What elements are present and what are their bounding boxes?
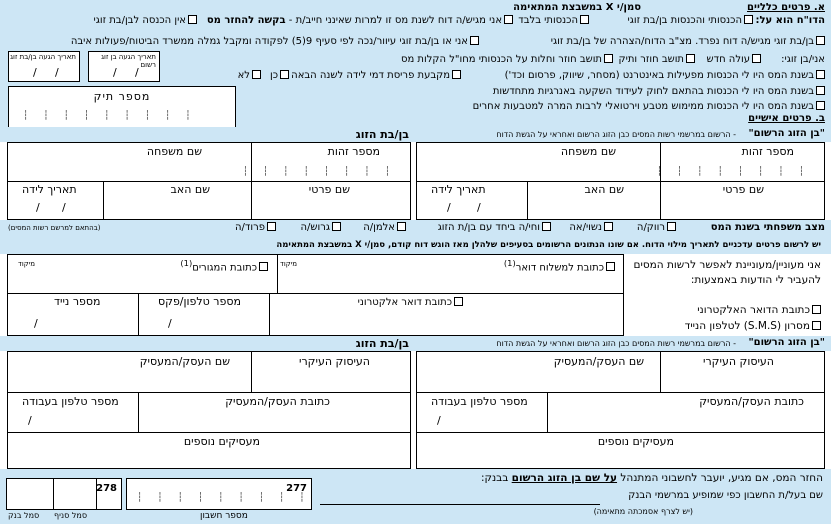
divider [103, 181, 104, 219]
business-address-label: כתובת העסק/המעסיק [225, 395, 330, 408]
marital-widowed[interactable]: אלמן/ה [363, 222, 406, 233]
divider [417, 392, 824, 393]
date-separator: / [33, 66, 37, 79]
address-box [7, 254, 624, 336]
report-is-for-label: הדו"ח הוא על: [755, 15, 825, 26]
marital-married[interactable]: נשוי/אה [569, 222, 613, 233]
mail-address-option[interactable]: כתובת למשלוח דואר$^{(1)}$ [504, 258, 615, 273]
option-yes[interactable]: כן [270, 70, 289, 81]
phone-separator: / [437, 414, 441, 427]
update-note: יש לרשום פרטים עדכניים לתאריך מילוי הדוח. אם שונו הנתונים הרשומים בסעיפים שלהלן מאז הוגש דוח קודם, סמן/י X במשבצת המתאימה [276, 240, 821, 250]
registered-spouse-title: "בן הזוג הרשום" [748, 337, 825, 348]
option-spouse-separate[interactable]: בן/בת זוגי מגיש/ה דוח נפרד. מצ"ב הדוח/הצהרה של בן/בת זוגי [551, 36, 825, 47]
checkbox[interactable] [752, 54, 761, 63]
registered-spouse-title: "בן הזוג הרשום" [748, 128, 825, 139]
divider [660, 181, 661, 219]
date-arrival-spouse-box[interactable] [8, 51, 80, 82]
option-virtual-currency[interactable]: בשנת המס היו לי הכנסות ממימוש מטבע וירטואלי לרבות המרה למטבעות אחרים [473, 101, 825, 112]
checkbox[interactable] [606, 262, 615, 271]
id-number-label: מספר זהות [327, 145, 380, 158]
file-number-digit-slots: ┆ ┆ ┆ ┆ ┆ ┆ ┆ ┆ ┆ [23, 111, 197, 121]
checkbox[interactable] [812, 305, 821, 314]
birth-date-label: תאריך לידה [431, 183, 486, 196]
divider [269, 293, 270, 335]
work-phone-label: מספר טלפון בעבודה [22, 395, 119, 408]
id-digit-slots: ┆ ┆ ┆ ┆ ┆ ┆ ┆ ┆ [656, 167, 810, 177]
date-arrival-spouse-label: תאריך הגעה בן/בת זוג [10, 53, 76, 61]
checkbox[interactable] [259, 262, 268, 271]
checkbox[interactable] [280, 70, 289, 79]
business-name-label: שם העסק/המעסיק [553, 355, 644, 368]
account-owner-label: שם בעל/ת החשבון כפי שמופיע במרשמי הבנק [628, 490, 823, 501]
checkbox[interactable] [816, 101, 825, 110]
checkbox[interactable] [252, 70, 261, 79]
option-income-mine[interactable]: הכנסותי בלבד [518, 15, 589, 26]
date-arrival-registered-box[interactable] [88, 51, 160, 82]
marital-single[interactable]: רווק/ה [637, 222, 676, 233]
phone-separator: / [28, 414, 32, 427]
account-digit-slots: ┆ ┆ ┆ ┆ ┆ ┆ ┆ ┆ ┆ [137, 493, 311, 503]
divider [53, 479, 54, 509]
option-no-income-spouse[interactable]: אין הכנסה לבן/בת זוגי [94, 15, 198, 26]
divider [8, 181, 410, 182]
checkbox[interactable] [667, 222, 676, 231]
spouse-title-2: בן/בת הזוג [355, 337, 409, 350]
option-spouse-blind[interactable]: אני או בן/בת זוגי עיוור/נכה לפי סעיף 9(5) לפקודה ומקבל גמלה ממשרד הביטוח/פעולות איבה [71, 36, 479, 47]
marital-cohabit[interactable]: וחי/ה ביחד עם בן/ת הזוג [438, 222, 551, 233]
option-not-required[interactable]: אני מגיש/ה דוח לשנת מס זו למרות שאינני חייב/ת - בקשה להחזר מס [207, 15, 513, 26]
date-separator: / [36, 201, 40, 214]
divider [8, 293, 623, 294]
first-name-label: שם פרטי [722, 183, 764, 196]
bank-code-label: סמל בנק [8, 511, 40, 520]
divider [96, 479, 97, 509]
checkbox[interactable] [267, 222, 276, 231]
checkbox[interactable] [812, 321, 821, 330]
spouse-details [7, 142, 411, 220]
divider [251, 352, 252, 392]
date-separator: / [113, 66, 117, 79]
account-owner-line[interactable] [320, 504, 600, 505]
first-name-label: שם פרטי [308, 183, 350, 196]
divider [527, 181, 528, 219]
father-name-label: שם האב [584, 183, 624, 196]
checkbox[interactable] [454, 297, 463, 306]
father-name-label: שם האב [170, 183, 210, 196]
last-name-label: שם משפחה [146, 145, 202, 158]
mobile-separator: / [34, 317, 38, 330]
id-number-label: מספר זהות [741, 145, 794, 158]
marital-divorced[interactable]: גרוש/ה [301, 222, 341, 233]
registered-spouse-desc: - הרשום במרשמי רשות המסים כבן הזוג הרשום ואחראי על הגשת הדוח [496, 130, 736, 139]
registered-spouse-details [416, 142, 825, 220]
checkbox[interactable] [686, 54, 695, 63]
file-number-label: מספר תיק [93, 90, 151, 103]
checkbox[interactable] [397, 222, 406, 231]
divider [417, 432, 824, 433]
option-income-couple[interactable]: הכנסותי והכנסות בן/בת זוגי [628, 15, 754, 26]
zip-label: מיקוד [18, 260, 36, 268]
main-occupation-label: העיסוק העיקרי [299, 355, 370, 368]
home-address-option[interactable]: כתובת המגורים$^{(1)}$ [180, 258, 268, 273]
other-employers-label: מעסיקים נוספים [183, 435, 260, 448]
refund-text: החזר המס, אם מגיע, יועבר לחשבוני המתנהל על שם בן הזוג הרשום בבנק: [480, 472, 823, 484]
checkbox[interactable] [816, 36, 825, 45]
registered-spouse-desc: - הרשום במרשמי רשות המסים כבן הזוג הרשום ואחראי על הגשת הדוח [496, 339, 736, 348]
date-separator: / [135, 66, 139, 79]
zip-label: מיקוד [280, 260, 298, 268]
birth-date-label: תאריך לידה [22, 183, 77, 196]
code-277: 277 [286, 483, 307, 494]
divider [547, 392, 548, 432]
business-name-label: שם העסק/המעסיק [139, 355, 230, 368]
registered-spouse-employment [416, 351, 825, 469]
branch-code-label: סמל סניף [54, 511, 88, 520]
checkbox[interactable] [816, 86, 825, 95]
main-occupation-label: העיסוק העיקרי [703, 355, 774, 368]
mobile-label: מספר נייד [54, 295, 101, 308]
spouse-employment [7, 351, 411, 469]
divider [417, 181, 824, 182]
divider [660, 352, 661, 392]
option-new-immigrant[interactable]: עולה חדש [707, 54, 761, 65]
last-name-label: שם משפחה [560, 145, 616, 158]
me-spouse-label: אני/בן זוגי: [781, 54, 825, 65]
section-b-title: ב. פרטים אישיים [748, 113, 825, 124]
consent-text: אני מעוניין/מעוניינת לאפשר לרשות המסים להעביר לי הודעות באמצעות: [633, 259, 821, 286]
checkbox[interactable] [816, 70, 825, 79]
account-number-label: מספר חשבון [200, 511, 248, 521]
marital-status-label: מצב משפחתי בשנת המס [710, 222, 825, 233]
marital-status-row [0, 220, 831, 238]
code-278: 278 [96, 483, 117, 494]
divider [251, 181, 252, 219]
divider [138, 392, 139, 432]
section-a-title: א. פרטים כלליים [747, 2, 825, 13]
checkbox[interactable] [604, 222, 613, 231]
option-returning-resident[interactable]: תושב חוזר ותיק [618, 54, 695, 65]
checkbox[interactable] [452, 70, 461, 79]
phone-separator: / [168, 317, 172, 330]
divider [8, 392, 410, 393]
date-arrival-registered-label: תאריך הגעה בן זוג רשום [101, 53, 156, 69]
checkbox[interactable] [332, 222, 341, 231]
checkbox[interactable] [744, 15, 753, 24]
consent-sms[interactable]: מסרון (S.M.S) לטלפון הנייד [685, 320, 821, 332]
marital-separated-note: (בהתאם למרשם רשות המסים) [8, 224, 101, 232]
checkbox[interactable] [470, 36, 479, 45]
option-investment-law[interactable]: בשנת המס היו לי הכנסות בהתאם לחוק לעידוד השקעה באנרגיות מתחדשות [493, 86, 825, 97]
date-separator: / [447, 201, 451, 214]
spouse-title-1: בן/בת הזוג [355, 128, 409, 141]
email-option[interactable]: כתובת דואר אלקטרוני [358, 297, 463, 308]
divider [8, 432, 410, 433]
date-separator: / [477, 201, 481, 214]
option-internet-income[interactable]: בשנת המס היו לי הכנסות מפעילות באינטרנט (מסחר, שיווק, פרסום וכד') [505, 70, 825, 81]
divider [277, 255, 278, 293]
work-phone-label: מספר טלפון בעבודה [431, 395, 528, 408]
branch-bank-box[interactable] [6, 478, 122, 510]
other-employers-label: מעסיקים נוספים [597, 435, 674, 448]
file-number-box[interactable] [8, 86, 236, 128]
checkbox[interactable] [580, 15, 589, 24]
id-digit-slots: ┆ ┆ ┆ ┆ ┆ ┆ ┆ ┆ [242, 167, 396, 177]
checkbox[interactable] [504, 15, 513, 24]
date-separator: / [62, 201, 66, 214]
checkbox[interactable] [604, 54, 613, 63]
divider [138, 293, 139, 335]
account-number-box[interactable] [126, 478, 312, 510]
option-no[interactable]: לא [238, 70, 261, 81]
stamp-note: (יש לצרף אסמכתה מתאימה) [593, 507, 693, 516]
mark-hint: סמן/י X במשבצת המתאימה [513, 2, 641, 13]
business-address-label: כתובת העסק/המעסיק [699, 395, 804, 408]
option-returning-resident-new[interactable]: תושב חוזר וחלות על הכנסותי מחו"ל הקלות מס [401, 54, 613, 65]
phone-fax-label: מספר טלפון/פקס [158, 295, 241, 308]
consent-box [627, 254, 825, 336]
option-birth-allowance[interactable]: מקבעת פריסת דמי לידה לשנה הבאה [291, 70, 461, 81]
checkbox[interactable] [542, 222, 551, 231]
consent-email[interactable]: כתובת הדואר האלקטרוני [697, 304, 821, 316]
checkbox[interactable] [188, 15, 197, 24]
date-separator: / [55, 66, 59, 79]
marital-separated[interactable]: פרוד/ה [235, 222, 276, 233]
